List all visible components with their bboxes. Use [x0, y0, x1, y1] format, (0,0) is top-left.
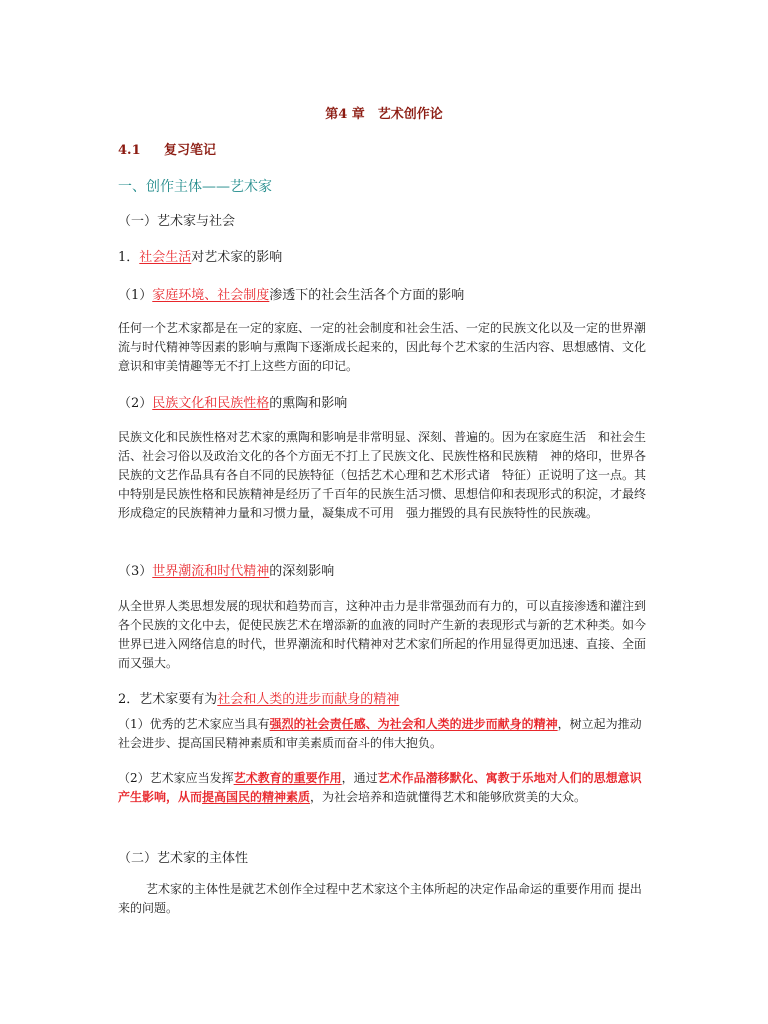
item-2-heading [118, 688, 648, 707]
sub-2-highlight: 民族文化和民族性格 [152, 396, 270, 411]
item-1-heading [118, 246, 648, 265]
p5-highlight-1: 艺术教育的重要作用 [233, 771, 342, 785]
item-2-highlight: 社会和人类的进步而献身的精神 [217, 692, 400, 707]
paragraph-2: 民族文化和民族性格对艺术家的熏陶和影响是非常明显、深刻、普遍的。因为在家庭生活 和社会生活、社会习俗以及政治文化的各个方面无不打上了民族文化、民族性格和民族精 神的烙印，世界各民族的文艺作品具有各自不同的民族特征（包括艺术心理和艺术形式诸 特征）正说明了这一点。其中特别是民族性格和民族精神是经历了千百年的民族生活习惯、思想信仰和表现形式的积淀，才最终形成稳定的民族精神力量和习惯力量，凝集成不可用 强力摧毁的具有民族特性的民族魂。 [118, 430, 647, 520]
sub-1-rest: 渗透下的社会生活各个方面的影响 [269, 288, 465, 303]
sub-2-prefix: （2） [118, 396, 153, 411]
section-heading [118, 139, 648, 158]
section-number: 4.1 [118, 143, 141, 158]
sub-3-prefix: （3） [118, 564, 153, 579]
sub-3-heading [118, 560, 648, 579]
sub-2-heading [118, 392, 648, 411]
heading-artist-subjectivity: （二）艺术家的主体性 [118, 851, 249, 866]
item-1-highlight: 社会生活 [139, 250, 192, 265]
item-1-rest: 对艺术家的影响 [191, 250, 283, 265]
p5-highlight-3: 提高国民的精神素质 [202, 790, 311, 804]
chapter-title: 第4 章 艺术创作论 [325, 107, 443, 122]
sub-1-prefix: （1） [118, 288, 153, 303]
p5-mid: ，通过 [341, 771, 378, 785]
sub-2-rest: 的熏陶和影响 [269, 396, 348, 411]
paragraph-4 [118, 715, 648, 753]
sub-1-heading [118, 284, 648, 303]
p4-highlight: 强烈的社会责任感、为社会和人类的进步而献身的精神 [269, 717, 558, 731]
heading-creative-subject: 一、创作主体——艺术家 [118, 179, 272, 195]
sub-3-rest: 的深刻影响 [269, 564, 335, 579]
heading-artist-and-society: （一）艺术家与社会 [118, 214, 236, 229]
item-2-prefix: 2．艺术家要有为 [118, 692, 218, 707]
p4-rest: ，树立起为推动社会进步、提高国民精神素质和审美素质而奋斗的伟大抱负。 [118, 717, 642, 750]
p5-prefix: （2）艺术家应当发挥 [118, 771, 234, 785]
section-title: 复习笔记 [164, 143, 217, 158]
sub-3-highlight: 世界潮流和时代精神 [152, 564, 270, 579]
paragraph-5 [118, 769, 648, 807]
item-1-prefix: 1． [118, 250, 140, 265]
sub-1-highlight: 家庭环境、社会制度 [152, 288, 270, 303]
p5-highlight-2: 艺术作品潜移默化、寓教于乐地对人们的思想意识产生影响，从而 [118, 771, 642, 804]
p5-rest: ，为社会培养和造就懂得艺术和能够欣赏美的大众。 [310, 790, 587, 804]
paragraph-1: 任何一个艺术家都是在一定的家庭、一定的社会制度和社会生活、一定的民族文化以及一定的世界潮流与时代精神等因素的影响与熏陶下逐渐成长起来的，因此每个艺术家的生活内容、思想感情、文化意识和审美情趣等无不打上这些方面的印记。 [118, 321, 647, 373]
paragraph-3: 从全世界人类思想发展的现状和趋势而言，这种冲击力是非常强劲而有力的，可以直接渗透和灌注到各个民族的文化中去，促使民族艺术在增添新的血液的同时产生新的表现形式与新的艺术种类。如今世界已进入网络信息的时代，世界潮流和时代精神对艺术家们所起的作用显得更加迅速、直接、全面而又强大。 [118, 599, 647, 670]
paragraph-6: 艺术家的主体性是就艺术创作全过程中艺术家这个主体所起的决定作品命运的重要作用而 提出来的问题。 [118, 882, 642, 915]
p4-prefix: （1）优秀的艺术家应当具有 [118, 717, 270, 731]
